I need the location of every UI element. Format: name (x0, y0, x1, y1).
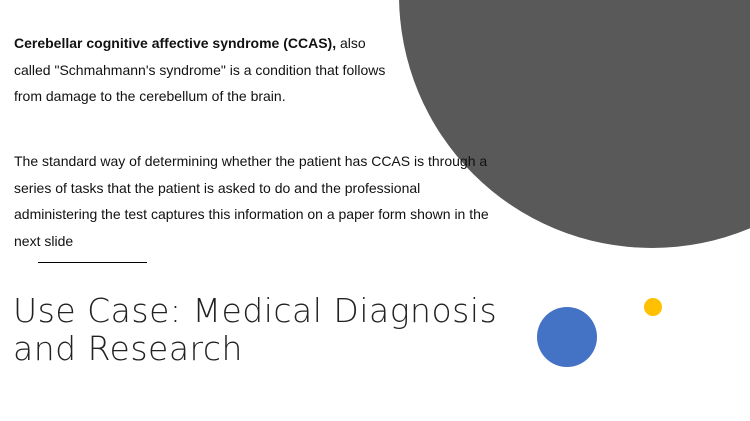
intro-bold-term: Cerebellar cognitive affective syndrome (CCAS), (14, 35, 337, 51)
title-line-2: and Research (13, 329, 243, 368)
title-line-1: Use Case: Medical Diagnosis (13, 291, 498, 330)
intro-paragraph (14, 30, 394, 110)
slide-title (13, 292, 497, 368)
intro-rest: also called "Schmahmann's syndrome" is a condition that follows from damage to the cerebellum of the brain. (14, 35, 386, 104)
divider-line (38, 262, 147, 263)
decorative-yellow-circle (644, 298, 662, 316)
decorative-blue-circle (537, 307, 597, 367)
body-paragraph: The standard way of determining whether the patient has CCAS is through a series of tasks that the patient is asked to do and the professional administering the test captures this information on a paper form shown in the next slide (14, 153, 489, 249)
